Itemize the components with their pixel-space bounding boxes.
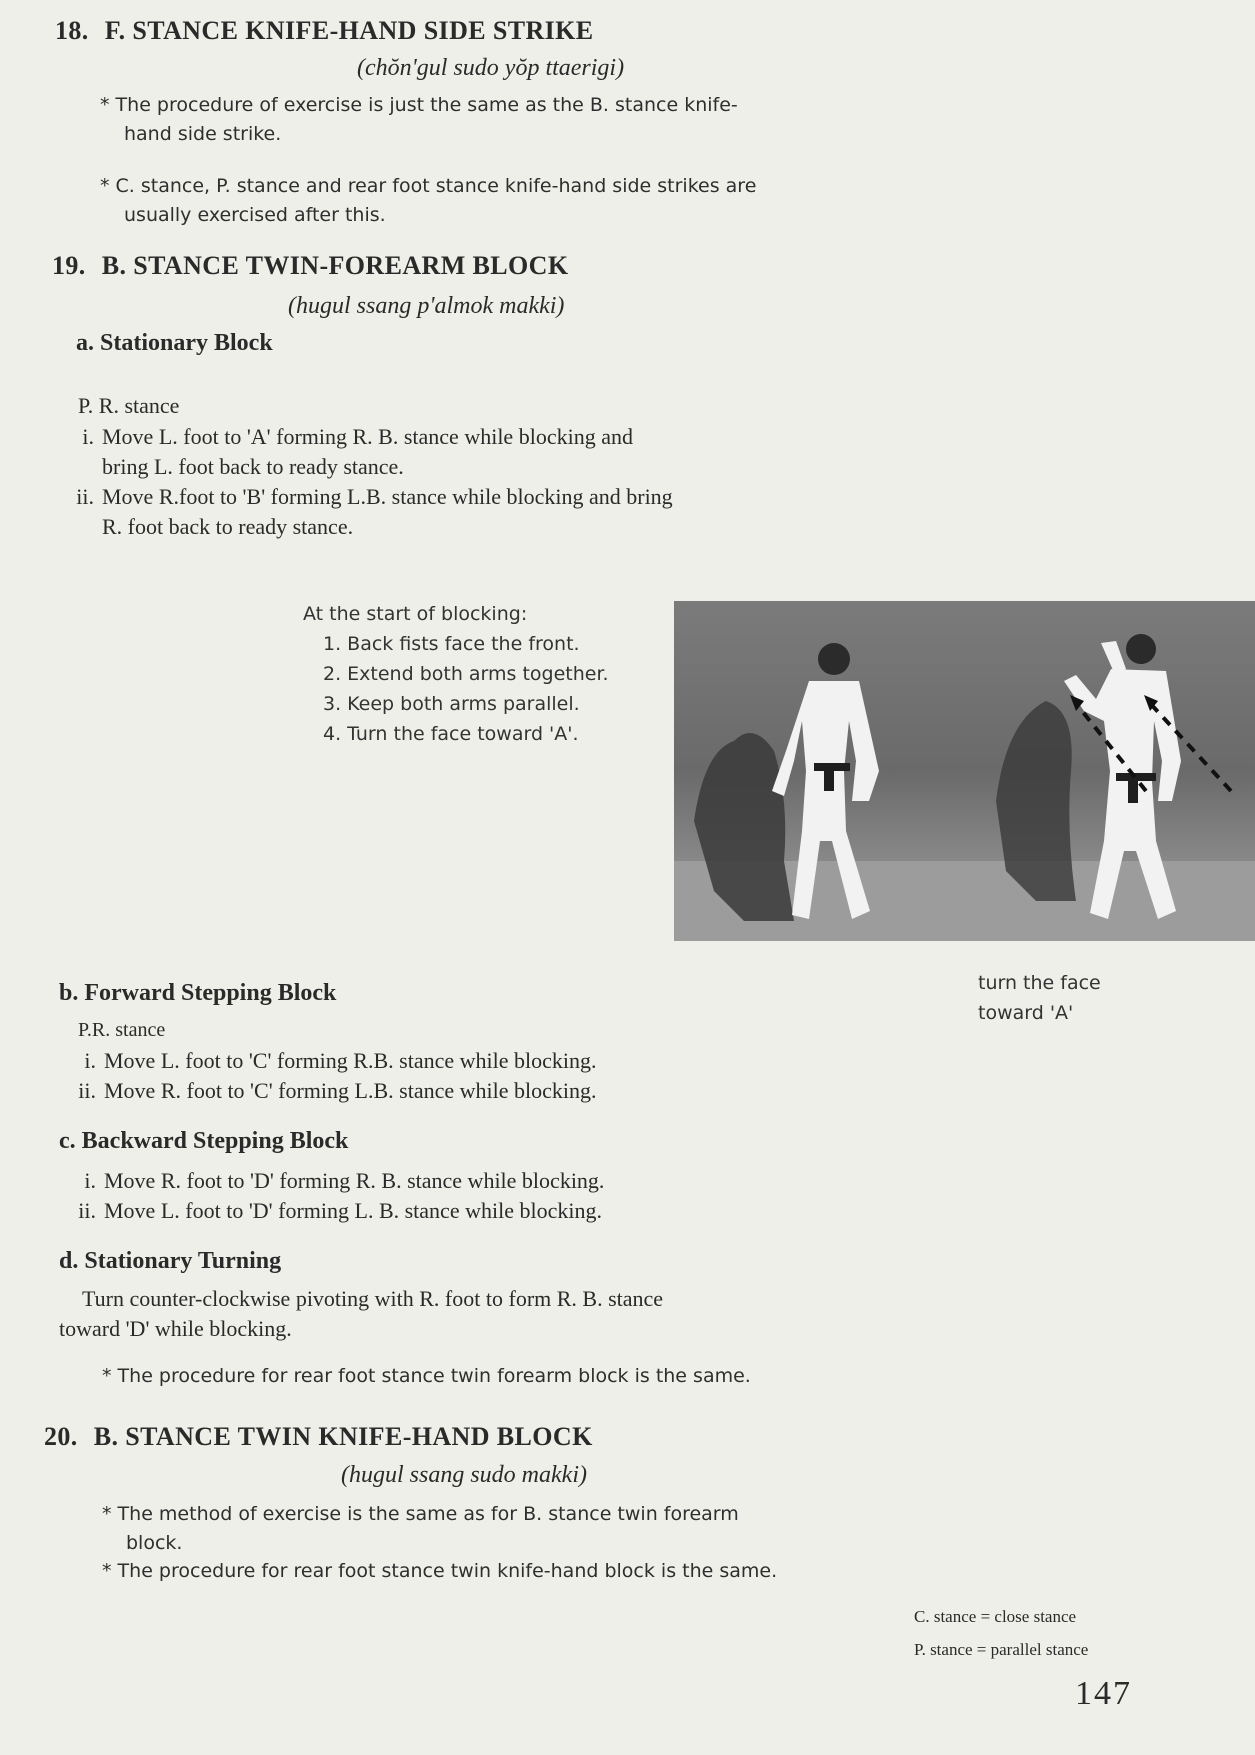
photo-caption: turn the face toward 'A': [978, 972, 1101, 1024]
figure-illustration: [674, 601, 976, 941]
note-line: usually exercised after this.: [124, 204, 386, 226]
footnote-p-stance: P. stance = parallel stance: [914, 1640, 1089, 1659]
subsection-c-title: c. Backward Stepping Block: [59, 1128, 349, 1154]
section-19-romanized: (hugul ssang p'almok makki): [288, 293, 565, 319]
list-item-continuation: R. foot back to ready stance.: [102, 514, 354, 539]
section-20-heading: [44, 1422, 593, 1452]
tips-heading: At the start of blocking:: [303, 603, 528, 625]
note-line: * C. stance, P. stance and rear foot stance knife-hand side strikes are: [100, 175, 757, 197]
section-18-note-1: [100, 91, 860, 149]
subsection-c-list: [60, 1166, 604, 1226]
list-item-continuation: bring L. foot back to ready stance.: [102, 454, 404, 479]
photo-stance-start: [674, 601, 976, 941]
list-item: i. Move L. foot to 'A' forming R. B. stance while blocking and: [82, 424, 633, 449]
list-item: ii. Move L. foot to 'D' forming L. B. stance while blocking.: [78, 1198, 602, 1223]
list-item: i. Move R. foot to 'D' forming R. B. stance while blocking.: [84, 1168, 605, 1193]
section-title: B. STANCE TWIN KNIFE-HAND BLOCK: [93, 1422, 593, 1451]
subsection-a-title: a. Stationary Block: [76, 330, 273, 356]
note-line: block.: [126, 1532, 183, 1554]
note-line: * The method of exercise is the same as for B. stance twin forearm: [102, 1503, 739, 1525]
section-20-note-2: * The procedure for rear foot stance twin knife-hand block is the same.: [102, 1560, 778, 1582]
section-number: 19.: [52, 251, 86, 280]
figure-illustration: [976, 601, 1255, 941]
blocking-tips: [303, 599, 609, 749]
tip-item: 3. Keep both arms parallel.: [323, 693, 580, 715]
list-item: i. Move L. foot to 'C' forming R.B. stance while blocking.: [84, 1048, 597, 1073]
subsection-d-text: [59, 1284, 859, 1344]
footnote-c-stance: C. stance = close stance: [914, 1607, 1077, 1626]
section-18-note-2: [100, 172, 860, 230]
note-line: hand side strike.: [124, 123, 282, 145]
section-title: F. STANCE KNIFE-HAND SIDE STRIKE: [104, 16, 594, 45]
text-line: Turn counter-clockwise pivoting with R. foot to form R. B. stance: [82, 1286, 664, 1311]
subsection-d-title: d. Stationary Turning: [59, 1248, 282, 1274]
section-19-heading: [52, 251, 568, 281]
text-line: toward 'D' while blocking.: [59, 1316, 292, 1341]
section-20-romanized: (hugul ssang sudo makki): [341, 1462, 587, 1488]
subsection-a-list: [58, 422, 673, 542]
tip-item: 4. Turn the face toward 'A'.: [323, 723, 579, 745]
section-number: 18.: [55, 16, 89, 45]
section-18-romanized: (chŏn'gul sudo yŏp ttaerigi): [357, 55, 625, 81]
list-item: ii. Move R.foot to 'B' forming L.B. stance while blocking and bring: [76, 484, 673, 509]
photo-stance-block: [976, 601, 1255, 941]
tip-item: 2. Extend both arms together.: [323, 663, 609, 685]
subsection-b-stance: P.R. stance: [78, 1019, 166, 1041]
list-item: ii. Move R. foot to 'C' forming L.B. stance while blocking.: [78, 1078, 597, 1103]
subsection-b-title: b. Forward Stepping Block: [59, 980, 337, 1006]
note-line: * The procedure of exercise is just the same as the B. stance knife-: [100, 94, 738, 116]
subsection-d-note: * The procedure for rear foot stance twin forearm block is the same.: [102, 1365, 751, 1387]
subsection-b-list: [60, 1046, 596, 1106]
section-20-note-1: [102, 1500, 862, 1558]
section-number: 20.: [44, 1422, 78, 1451]
subsection-a-stance: P. R. stance: [78, 393, 180, 418]
tip-item: 1. Back fists face the front.: [323, 633, 580, 655]
section-title: B. STANCE TWIN-FOREARM BLOCK: [101, 251, 569, 280]
page-number: 147: [1075, 1675, 1132, 1712]
section-18-heading: [55, 16, 594, 46]
